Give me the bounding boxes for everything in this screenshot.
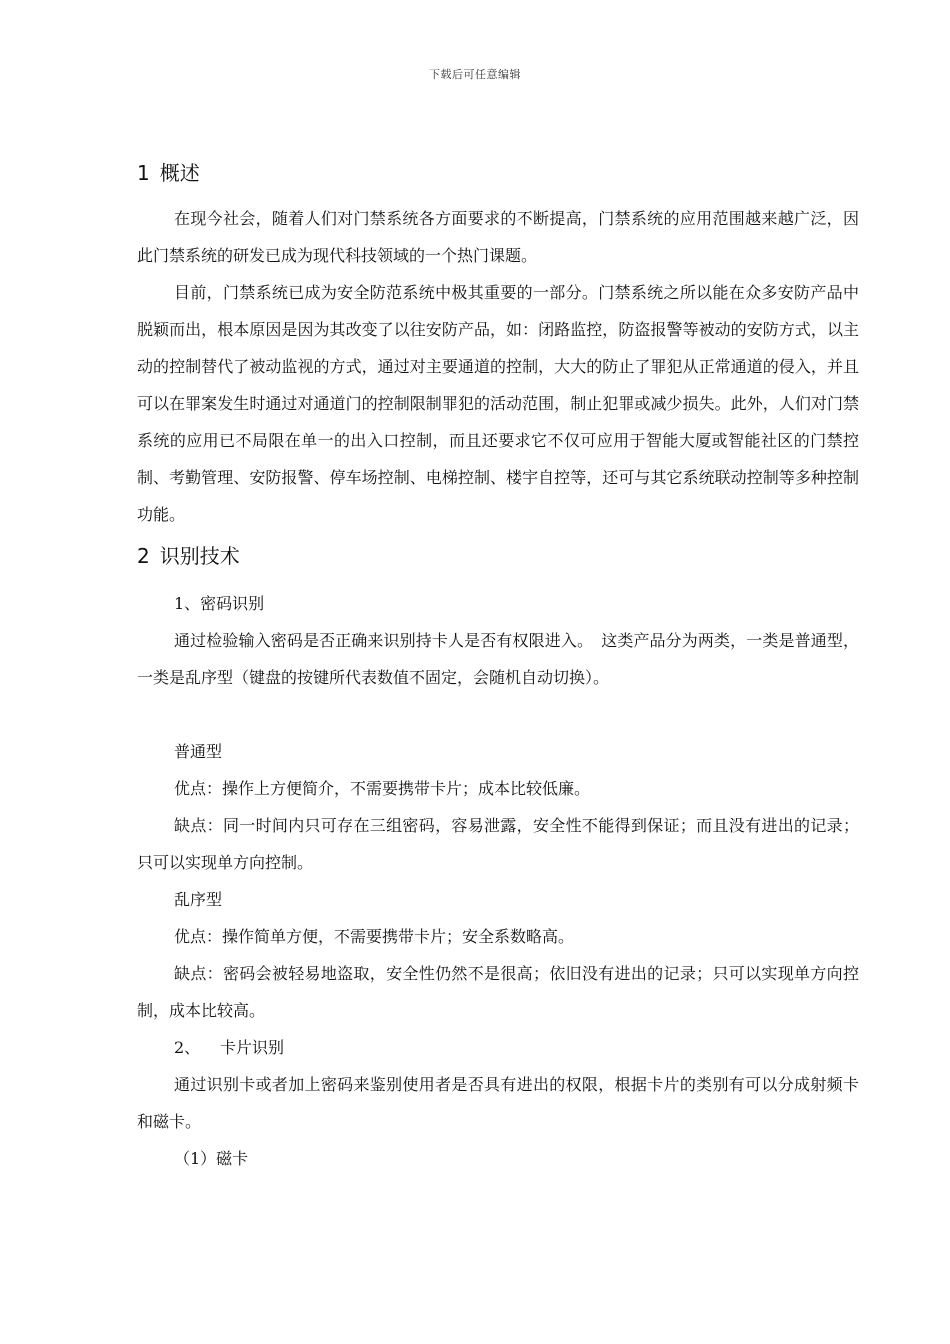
item-number: 2、 [174, 1038, 201, 1057]
section-title: 识别技术 [159, 544, 240, 568]
item-title: 卡片识别 [220, 1038, 285, 1057]
subheading-normal-type: 普通型 [174, 742, 223, 761]
subheading-magnetic-card: （1）磁卡 [174, 1149, 249, 1168]
spacer [137, 696, 859, 733]
section-title: 概述 [159, 161, 200, 185]
section-body-overview [137, 200, 859, 533]
paragraph: 通过检验输入密码是否正确来识别持卡人是否有权限进入。 这类产品分为两类，一类是普通型，一类是乱序型（键盘的按键所代表数值不固定，会随机自动切换）。 [137, 631, 859, 687]
cons-text: 缺点：同一时间内只可存在三组密码，容易泄露，安全性不能得到保证；而且没有进出的记录；只可以实现单方向控制。 [137, 816, 859, 872]
paragraph: 在现今社会，随着人们对门禁系统各方面要求的不断提高，门禁系统的应用范围越来越广泛，因此门禁系统的研发已成为现代科技领域的一个热门课题。 [137, 209, 859, 265]
subheading-random-type: 乱序型 [174, 890, 223, 909]
paragraph: 通过识别卡或者加上密码来鉴别使用者是否具有进出的权限，根据卡片的类别有可以分成射频卡和磁卡。 [137, 1075, 859, 1131]
page-header: 下载后可任意编辑 [429, 68, 521, 81]
paragraph: 目前，门禁系统已成为安全防范系统中极其重要的一部分。门禁系统之所以能在众多安防产品中脱颖而出，根本原因是因为其改变了以往安防产品，如：闭路监控，防盗报警等被动的安防方式，以主动的控制替代了被动监视的方式，通过对主要通道的控制，大大的防止了罪犯从正常通道的侵入，并且可以在罪案发生时通过对通道门的控制限制罪犯的活动范围，制止犯罪或减少损失。此外，人们对门禁系统的应用已不局限在单一的出入口控制，而且还要求它不仅可应用于智能大厦或智能社区的门禁控制、考勤管理、安防报警、停车场控制、电梯控制、楼宇自控等，还可与其它系统联动控制等多种控制功能。 [137, 283, 859, 524]
section-heading-overview [137, 152, 859, 194]
cons-text: 缺点：密码会被轻易地盗取，安全性仍然不是很高；依旧没有进出的记录；只可以实现单方向控制，成本比较高。 [137, 964, 859, 1020]
section-number: 2 [137, 544, 150, 568]
subheading-card [137, 1029, 859, 1066]
pros-text: 优点：操作上方便简介，不需要携带卡片；成本比较低廉。 [174, 779, 591, 798]
subheading-password: 1、密码识别 [174, 594, 265, 613]
section-body-recognition [137, 585, 859, 1177]
section-heading-recognition [137, 535, 859, 577]
pros-text: 优点：操作简单方便，不需要携带卡片；安全系数略高。 [174, 927, 575, 946]
document-body [137, 152, 859, 1177]
section-number: 1 [137, 161, 150, 185]
